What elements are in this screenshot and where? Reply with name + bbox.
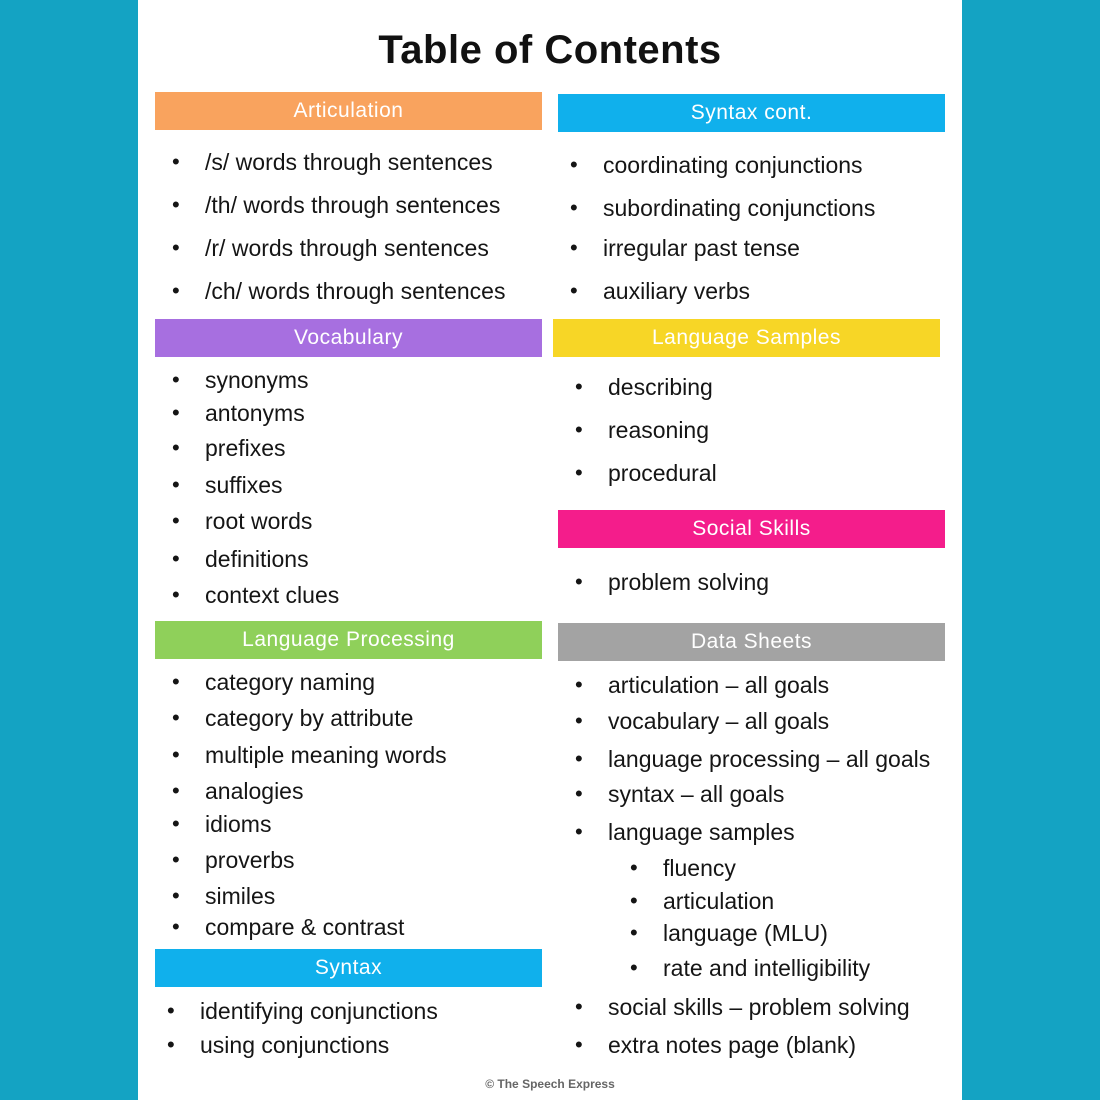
section-header-language-processing: Language Processing xyxy=(155,621,542,659)
list-item: • articulation – all goals xyxy=(608,671,829,699)
page-title: Table of Contents xyxy=(378,28,722,72)
list-item: • multiple meaning words xyxy=(205,741,447,769)
section-header-social-skills: Social Skills xyxy=(558,510,945,548)
list-item: • identifying conjunctions xyxy=(200,997,438,1025)
list-item: • vocabulary – all goals xyxy=(608,707,829,735)
list-item: • compare & contrast xyxy=(205,913,404,941)
section-header-articulation: Articulation xyxy=(155,92,542,130)
list-item: • coordinating conjunctions xyxy=(603,151,863,179)
list-item: • context clues xyxy=(205,581,339,609)
list-item: • describing xyxy=(608,373,713,401)
list-item: • proverbs xyxy=(205,846,294,874)
document-page xyxy=(138,0,962,1100)
list-item: • similes xyxy=(205,882,275,910)
list-item: • category naming xyxy=(205,668,375,696)
list-item: • synonyms xyxy=(205,366,309,394)
list-item: • reasoning xyxy=(608,416,709,444)
list-item: • subordinating conjunctions xyxy=(603,194,875,222)
sub-list-item: • rate and intelligibility xyxy=(663,954,870,982)
list-item: • prefixes xyxy=(205,434,286,462)
section-header-syntax-cont: Syntax cont. xyxy=(558,94,945,132)
copyright-footer: © The Speech Express xyxy=(485,1077,615,1091)
list-item: • language processing – all goals xyxy=(608,745,930,773)
list-item: • antonyms xyxy=(205,399,305,427)
list-item: • auxiliary verbs xyxy=(603,277,750,305)
section-header-language-samples: Language Samples xyxy=(553,319,940,357)
list-item: • syntax – all goals xyxy=(608,780,784,808)
sub-list-item: • articulation xyxy=(663,887,774,915)
list-item: • /th/ words through sentences xyxy=(205,191,500,219)
list-item: • suffixes xyxy=(205,471,283,499)
list-item: • procedural xyxy=(608,459,717,487)
list-item: • extra notes page (blank) xyxy=(608,1031,856,1059)
list-item: • problem solving xyxy=(608,568,769,596)
list-item: • social skills – problem solving xyxy=(608,993,910,1021)
section-header-syntax: Syntax xyxy=(155,949,542,987)
list-item: • definitions xyxy=(205,545,309,573)
list-item: • using conjunctions xyxy=(200,1031,389,1059)
list-item: • idioms xyxy=(205,810,271,838)
section-header-data-sheets: Data Sheets xyxy=(558,623,945,661)
list-item: • /ch/ words through sentences xyxy=(205,277,505,305)
list-item: • analogies xyxy=(205,777,303,805)
list-item: • irregular past tense xyxy=(603,234,800,262)
sub-list-item: • language (MLU) xyxy=(663,919,828,947)
list-item: • /r/ words through sentences xyxy=(205,234,489,262)
section-header-vocabulary: Vocabulary xyxy=(155,319,542,357)
sub-list-item: • fluency xyxy=(663,854,736,882)
list-item: • root words xyxy=(205,507,312,535)
list-item: • category by attribute xyxy=(205,704,413,732)
list-item: • /s/ words through sentences xyxy=(205,148,493,176)
list-item: • language samples xyxy=(608,818,795,846)
